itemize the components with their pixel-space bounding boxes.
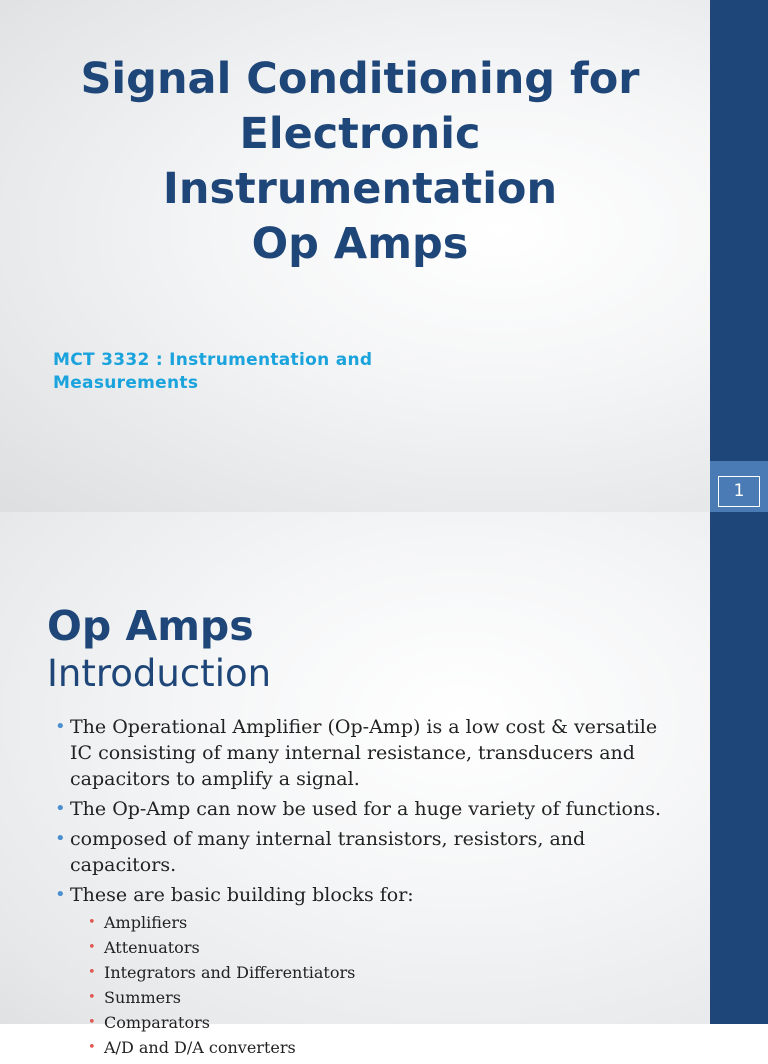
bullet-text: The Op-Amp can now be used for a huge variety of functions. — [70, 798, 661, 820]
page-number: 1 — [718, 476, 760, 507]
title-slide — [0, 0, 768, 512]
title-line: Signal Conditioning for — [80, 54, 640, 104]
page-number-box — [710, 461, 768, 512]
sub-bullet-text: Integrators and Differentiators — [104, 963, 356, 982]
sub-bullet-text: Comparators — [104, 1013, 210, 1032]
list-item — [55, 714, 675, 792]
sub-bullet-icon: • — [88, 940, 96, 955]
bullet-text: The Operational Amplifier (Op-Amp) is a low cost & versatile IC consisting of many internal resistance, transducers and capacitors to amplify a signal. — [70, 716, 658, 790]
bullet-text: These are basic building blocks for: — [70, 884, 414, 906]
bullet-icon: • — [55, 828, 66, 849]
sub-bullet-icon: • — [88, 915, 96, 930]
list-item — [55, 796, 675, 822]
sub-bullet-text: Summers — [104, 988, 181, 1007]
sidebar-accent — [710, 0, 768, 512]
sub-bullet-text: Attenuators — [104, 938, 200, 957]
section-subheading: Introduction — [47, 652, 272, 695]
title-line: Instrumentation — [162, 164, 558, 214]
sub-bullet-icon: • — [88, 1040, 96, 1055]
slide-title — [50, 52, 670, 272]
sub-bullet-icon: • — [88, 990, 96, 1005]
sub-bullet-text: Amplifiers — [104, 913, 188, 932]
bullet-list — [55, 714, 675, 1064]
sub-bullet-icon: • — [88, 965, 96, 980]
sub-list-item — [86, 985, 675, 1010]
title-line: Electronic — [239, 109, 481, 159]
list-item — [55, 882, 675, 1060]
list-item — [55, 826, 675, 878]
sub-list-item — [86, 1010, 675, 1035]
bullet-icon: • — [55, 884, 66, 905]
sub-list-item — [86, 1035, 675, 1060]
bullet-icon: • — [55, 716, 66, 737]
sub-list-item — [86, 910, 675, 935]
bullet-text: composed of many internal transistors, resistors, and capacitors. — [70, 828, 586, 876]
sub-bullet-icon: • — [88, 1015, 96, 1030]
sub-list-item — [86, 935, 675, 960]
sub-bullet-text: A/D and D/A converters — [104, 1038, 296, 1057]
title-line: Op Amps — [251, 219, 469, 269]
bullet-icon: • — [55, 798, 66, 819]
section-heading: Op Amps — [47, 602, 254, 650]
sub-bullet-list — [70, 908, 675, 1060]
sidebar-accent — [710, 512, 768, 1024]
sub-list-item — [86, 960, 675, 985]
course-subtitle: MCT 3332 : Instrumentation and Measurements — [53, 350, 373, 393]
